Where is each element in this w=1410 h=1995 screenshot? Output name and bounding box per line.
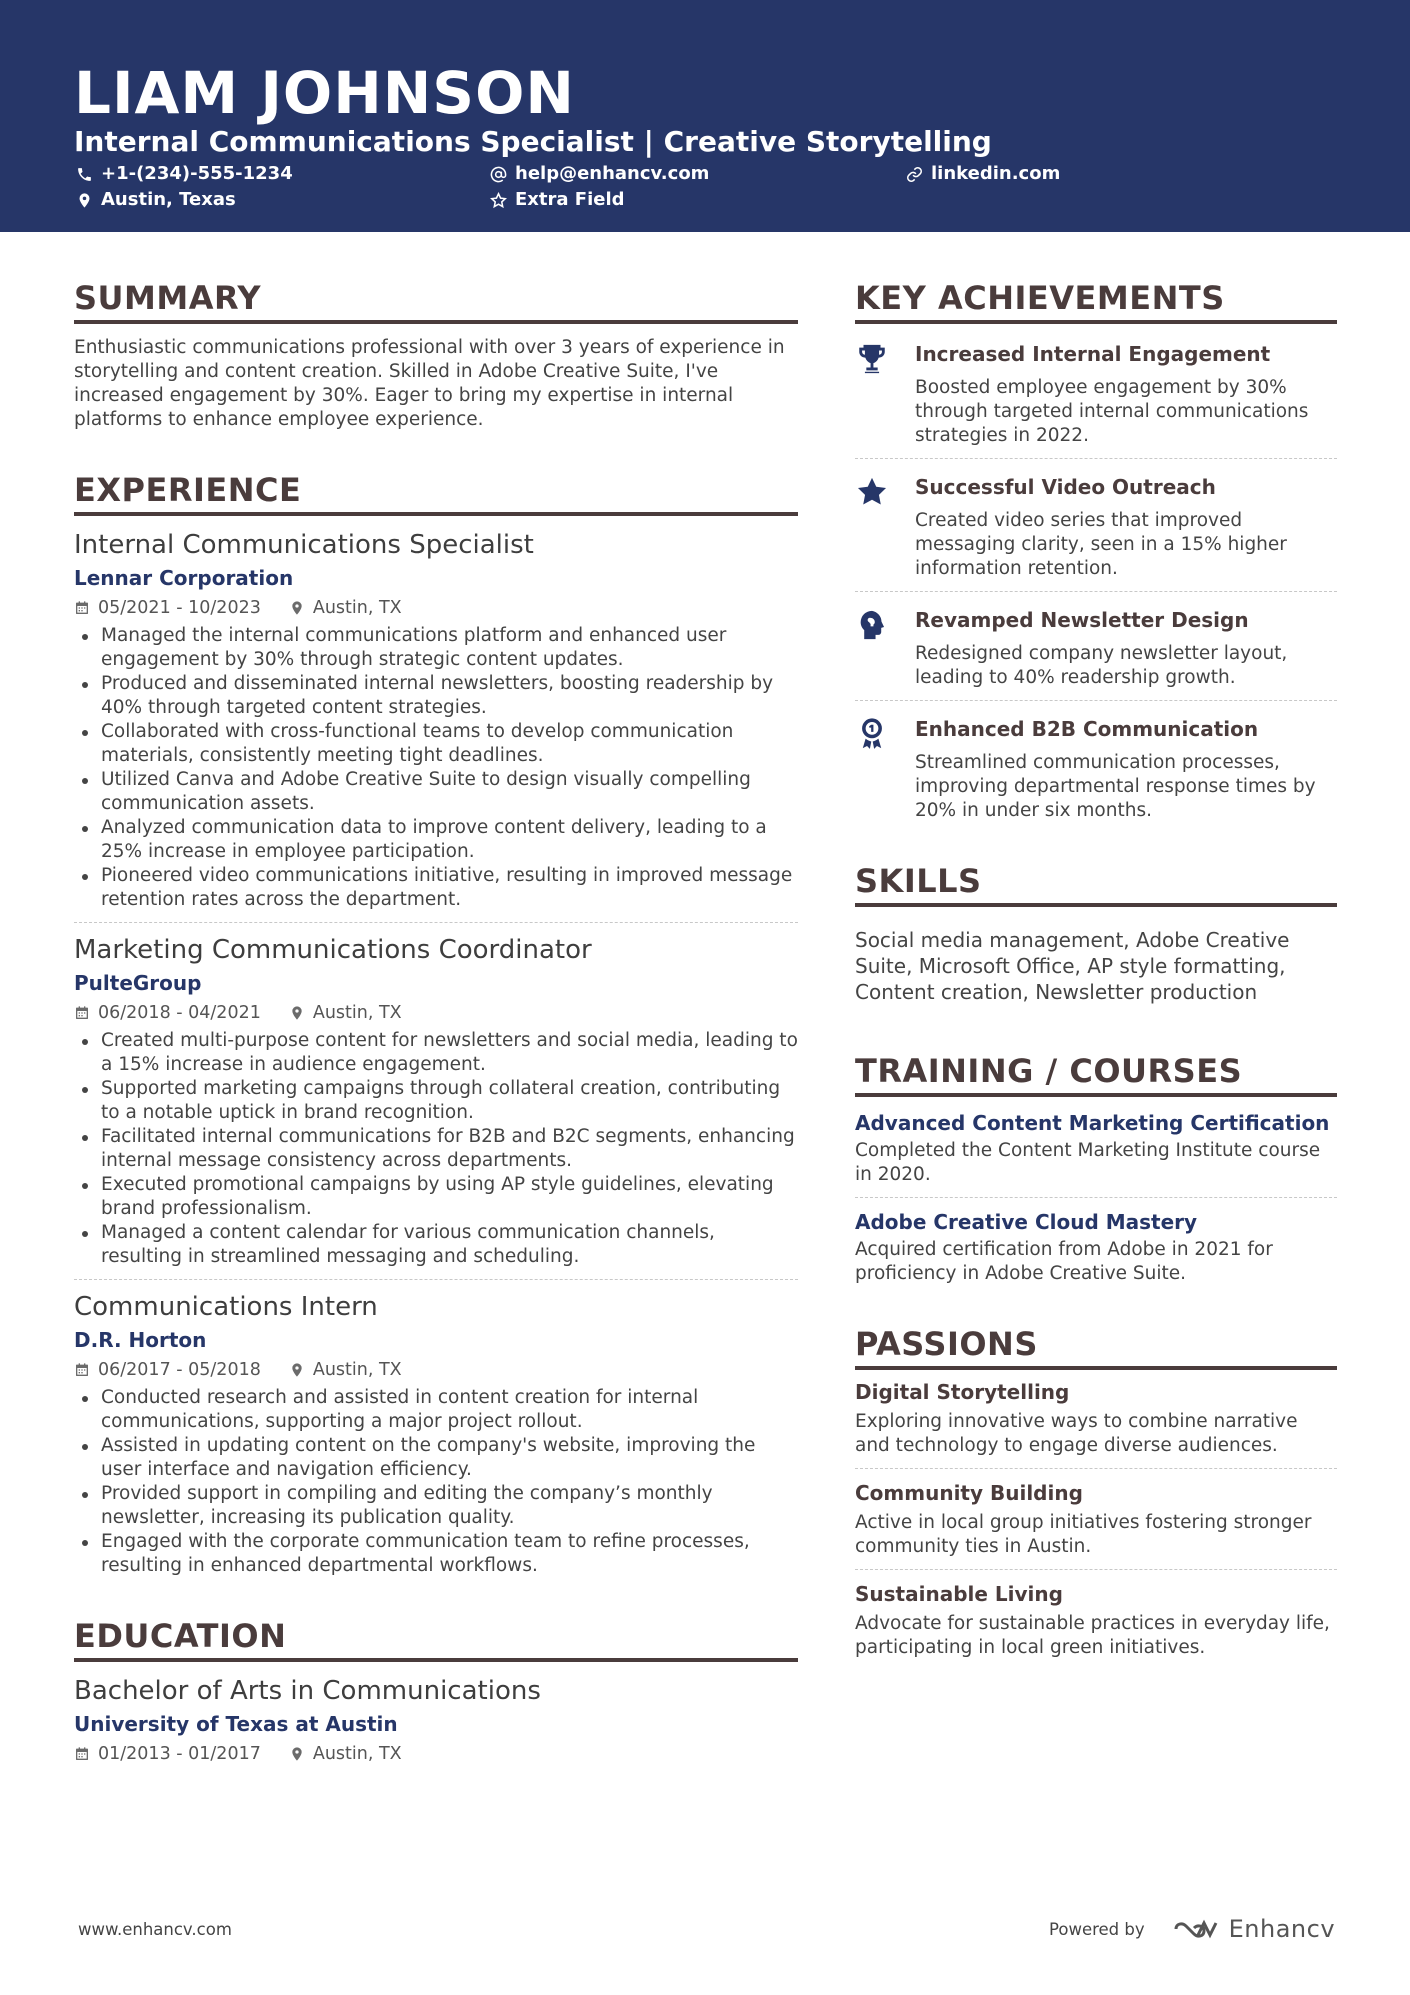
job-meta (74, 1001, 798, 1025)
bullet-item: Collaborated with cross-functional teams to develop communication materials, consistently meeting tight deadlines. (74, 720, 798, 768)
star-outline-icon (490, 192, 507, 209)
contact-phone[interactable] (76, 162, 293, 186)
entry-divider (74, 922, 798, 923)
education-dates: 01/2013 - 01/2017 (98, 1744, 261, 1764)
training-heading: TRAINING / COURSES (855, 1051, 1337, 1097)
bullet-item: Managed the internal communications platform and enhanced user engagement by 30% through strategic content updates. (74, 624, 798, 672)
medal-icon (855, 717, 889, 751)
company-name: PulteGroup (74, 971, 202, 995)
entry-divider (855, 1197, 1337, 1198)
bullet-item: Executed promotional campaigns by using AP style guidelines, elevating brand professionalism. (74, 1173, 798, 1221)
skills-text: Social media management, Adobe Creative Suite, Microsoft Office, AP style formatting, Content creation, Newsletter production (855, 928, 1290, 1004)
summary-section (74, 278, 798, 432)
achievement-title: Successful Video Outreach (915, 475, 1216, 499)
contact-location (76, 188, 236, 212)
bullet-item: Managed a content calendar for various communication channels, resulting in streamlined messaging and scheduling. (74, 1221, 798, 1269)
location-pin-icon (289, 1362, 305, 1378)
location-text: Austin, Texas (101, 189, 236, 210)
achievement-item (855, 469, 1337, 581)
job-bullets (74, 1386, 798, 1578)
bullet-item: Supported marketing campaigns through collateral creation, contributing to a notable uptick in brand recognition. (74, 1077, 798, 1125)
entry-divider (855, 591, 1337, 592)
course-desc: Acquired certification from Adobe in 2021 for proficiency in Adobe Creative Suite. (855, 1239, 1273, 1284)
job-location: Austin, TX (312, 598, 402, 618)
passions-heading: PASSIONS (855, 1324, 1337, 1370)
enhancv-logo-icon (1173, 1917, 1219, 1941)
link-icon (906, 166, 923, 183)
achievement-title: Enhanced B2B Communication (915, 717, 1259, 741)
bullet-item: Provided support in compiling and editing the company’s monthly newsletter, increasing its publication quality. (74, 1482, 798, 1530)
achievement-desc: Created video series that improved messaging clarity, seen in a 15% higher information retention. (915, 510, 1287, 579)
passion-title: Sustainable Living (855, 1582, 1063, 1606)
location-pin-icon (289, 1746, 305, 1762)
summary-heading: SUMMARY (74, 278, 798, 324)
entry-divider (855, 1468, 1337, 1469)
phone-icon (76, 166, 93, 183)
head-icon (855, 608, 889, 642)
candidate-tagline: Internal Communications Specialist | Creative Storytelling (74, 125, 992, 158)
education-location: Austin, TX (312, 1744, 402, 1764)
location-pin-icon (76, 192, 93, 209)
at-icon (490, 166, 507, 183)
entry-divider (855, 458, 1337, 459)
experience-entry (74, 933, 798, 1269)
experience-section (74, 470, 798, 1578)
left-column (74, 278, 798, 1766)
bullet-item: Facilitated internal communications for B2B and B2C segments, enhancing internal message consistency across departments. (74, 1125, 798, 1173)
training-section (855, 1051, 1337, 1286)
education-section (74, 1616, 798, 1766)
brand-name: Enhancv (1228, 1915, 1336, 1943)
bullet-item: Engaged with the corporate communication team to refine processes, resulting in enhanced departmental workflows. (74, 1530, 798, 1578)
education-heading: EDUCATION (74, 1616, 798, 1662)
contact-extra (490, 188, 625, 212)
achievement-item (855, 602, 1337, 690)
achievement-item (855, 711, 1337, 823)
passion-title: Community Building (855, 1481, 1083, 1505)
job-title: Marketing Communications Coordinator (74, 935, 592, 965)
brand-logo (1173, 1915, 1335, 1943)
location-pin-icon (289, 1005, 305, 1021)
job-location: Austin, TX (312, 1360, 402, 1380)
job-title: Communications Intern (74, 1292, 378, 1322)
passion-desc: Exploring innovative ways to combine narrative and technology to engage diverse audiences. (855, 1411, 1298, 1456)
location-pin-icon (289, 600, 305, 616)
skills-section (855, 861, 1337, 1005)
calendar-icon (74, 1746, 90, 1762)
experience-heading: EXPERIENCE (74, 470, 798, 516)
bullet-item: Conducted research and assisted in content creation for internal communications, supporting a major project rollout. (74, 1386, 798, 1434)
footer-website[interactable]: www.enhancv.com (78, 1920, 232, 1939)
achievement-title: Revamped Newsletter Design (915, 608, 1249, 632)
achievement-desc: Redesigned company newsletter layout, leading to 40% readership growth. (915, 643, 1288, 688)
bullet-item: Produced and disseminated internal newsletters, boosting readership by 40% through targeted content strategies. (74, 672, 798, 720)
job-dates: 05/2021 - 10/2023 (98, 598, 261, 618)
job-dates: 06/2017 - 05/2018 (98, 1360, 261, 1380)
bullet-item: Pioneered video communications initiative, resulting in improved message retention rates across the department. (74, 864, 798, 912)
experience-entry (74, 1290, 798, 1578)
entry-divider (855, 1569, 1337, 1570)
job-meta (74, 596, 798, 620)
passion-desc: Active in local group initiatives fostering stronger community ties in Austin. (855, 1512, 1312, 1557)
passion-desc: Advocate for sustainable practices in everyday life, participating in local green initiatives. (855, 1613, 1330, 1658)
right-column (855, 278, 1337, 1660)
calendar-icon (74, 1362, 90, 1378)
course-title: Adobe Creative Cloud Mastery (855, 1210, 1198, 1234)
achievement-desc: Boosted employee engagement by 30% through targeted internal communications strategies in 2022. (915, 377, 1309, 446)
company-name: Lennar Corporation (74, 566, 294, 590)
job-location: Austin, TX (312, 1003, 402, 1023)
contact-linkedin[interactable] (906, 162, 1060, 186)
achievements-section (855, 278, 1337, 823)
job-bullets (74, 624, 798, 912)
footer-powered-by[interactable] (1049, 1915, 1335, 1943)
entry-divider (74, 1279, 798, 1280)
course-desc: Completed the Content Marketing Institute course in 2020. (855, 1140, 1321, 1185)
resume-header (0, 0, 1410, 232)
calendar-icon (74, 1005, 90, 1021)
summary-text: Enthusiastic communications professional with over 3 years of experience in storytelling and content creation. Skilled in Adobe Creative Suite, I've increased engagement by 30%. Eager to bring my expertise in internal platforms to enhance employee experience. (74, 337, 785, 430)
skills-heading: SKILLS (855, 861, 1337, 907)
entry-divider (855, 700, 1337, 701)
achievement-desc: Streamlined communication processes, improving departmental response times by 20% in under six months. (915, 752, 1316, 821)
job-dates: 06/2018 - 04/2021 (98, 1003, 261, 1023)
bullet-item: Utilized Canva and Adobe Creative Suite to design visually compelling communication assets. (74, 768, 798, 816)
achievements-heading: KEY ACHIEVEMENTS (855, 278, 1337, 324)
bullet-item: Created multi-purpose content for newsletters and social media, leading to a 15% increase in audience engagement. (74, 1029, 798, 1077)
candidate-name: LIAM JOHNSON (74, 59, 575, 127)
linkedin-text: linkedin.com (931, 163, 1061, 184)
calendar-icon (74, 600, 90, 616)
passions-section (855, 1324, 1337, 1660)
phone-text: +1-(234)-555-1234 (101, 163, 293, 184)
contact-email[interactable] (490, 162, 709, 186)
powered-by-text: Powered by (1049, 1919, 1145, 1939)
education-meta (74, 1742, 798, 1766)
bullet-item: Analyzed communication data to improve content delivery, leading to a 25% increase in employee participation. (74, 816, 798, 864)
star-icon (855, 475, 889, 509)
job-title: Internal Communications Specialist (74, 530, 534, 560)
company-name: D.R. Horton (74, 1328, 207, 1352)
degree-title: Bachelor of Arts in Communications (74, 1676, 541, 1706)
email-text: help@enhancv.com (515, 163, 710, 184)
school-name: University of Texas at Austin (74, 1712, 398, 1736)
job-meta (74, 1358, 798, 1382)
achievement-title: Increased Internal Engagement (915, 342, 1271, 366)
achievement-item (855, 336, 1337, 448)
job-bullets (74, 1029, 798, 1269)
trophy-icon (855, 342, 889, 376)
passion-title: Digital Storytelling (855, 1380, 1070, 1404)
extra-field-text: Extra Field (515, 189, 625, 210)
course-title: Advanced Content Marketing Certification (855, 1111, 1330, 1135)
experience-entry (74, 528, 798, 912)
bullet-item: Assisted in updating content on the company's website, improving the user interface and navigation efficiency. (74, 1434, 798, 1482)
